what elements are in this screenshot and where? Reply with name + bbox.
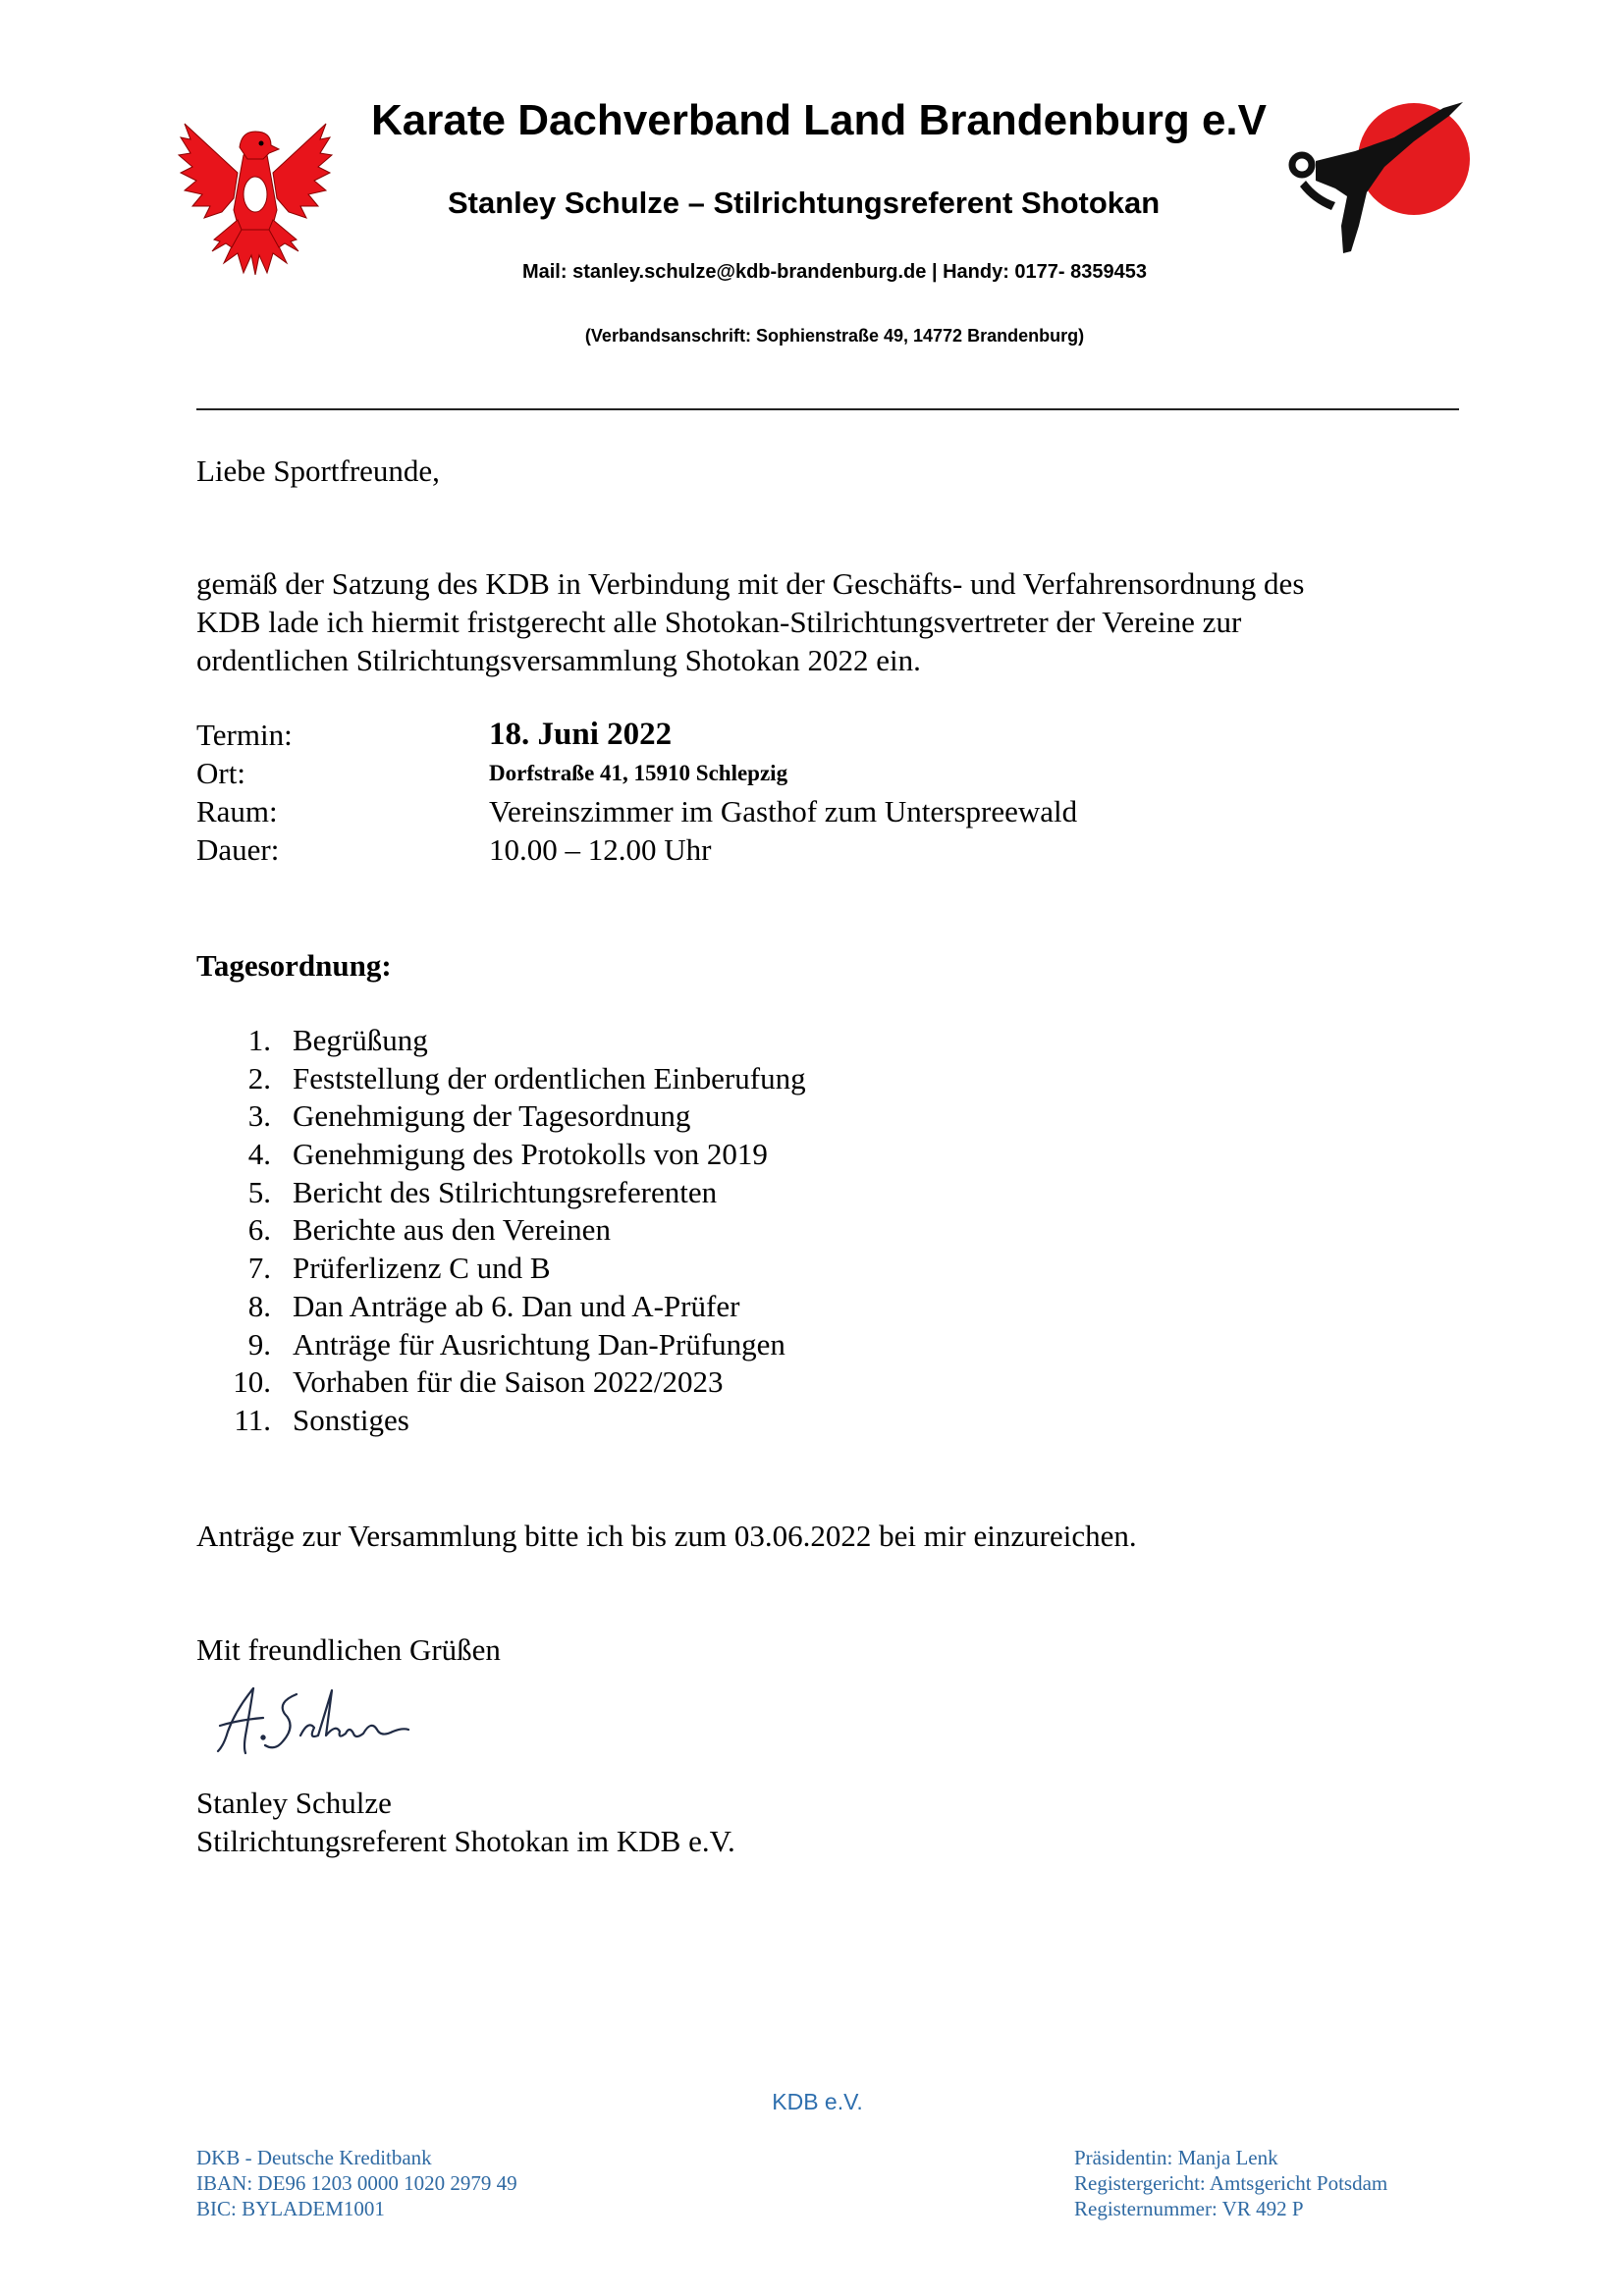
association-address: (Verbandsanschrift: Sophienstraße 49, 14772 Brandenburg) xyxy=(584,326,1085,346)
termin-label: Termin: xyxy=(196,718,293,752)
agenda-text: Begrüßung xyxy=(293,1023,428,1057)
agenda-text: Genehmigung des Protokolls von 2019 xyxy=(293,1137,768,1172)
detail-ort xyxy=(196,754,1473,792)
intro-paragraph xyxy=(196,564,1304,679)
footer-organization: KDB e.V. xyxy=(772,2089,863,2114)
register-number: Registernummer: VR 492 P xyxy=(1074,2197,1304,2220)
agenda-heading: Tagesordnung: xyxy=(196,948,392,983)
agenda-text: Sonstiges xyxy=(293,1402,409,1437)
agenda-number: 1. xyxy=(247,1023,271,1057)
karate-red-sun-icon xyxy=(1276,98,1492,265)
handwritten-signature xyxy=(206,1681,422,1759)
bank-iban: IBAN: DE96 1203 0000 1020 2979 49 xyxy=(196,2171,517,2195)
agenda-number: 6. xyxy=(247,1212,271,1248)
closing-greeting: Mit freundlichen Grüßen xyxy=(196,1632,501,1667)
detail-termin xyxy=(196,716,1473,754)
intro-line: gemäß der Satzung des KDB in Verbindung mit der Geschäfts- und Verfahrensordnung des xyxy=(196,566,1305,601)
agenda-number: 9. xyxy=(247,1326,271,1362)
intro-line: KDB lade ich hiermit fristgerecht alle Shotokan-Stilrichtungsvertreter der Vereine zur xyxy=(196,605,1242,639)
dauer-label: Dauer: xyxy=(196,832,280,867)
salutation: Liebe Sportfreunde, xyxy=(196,454,440,488)
bank-name: DKB - Deutsche Kreditbank xyxy=(196,2146,432,2169)
contact-line: Mail: stanley.schulze@kdb-brandenburg.de | Handy: 0177- 8359453 xyxy=(521,261,1148,283)
agenda-text: Dan Anträge ab 6. Dan und A-Prüfer xyxy=(293,1288,740,1323)
agenda-text: Vorhaben für die Saison 2022/2023 xyxy=(293,1364,724,1400)
signer-name: Stanley Schulze xyxy=(196,1786,392,1820)
footer-registry-details xyxy=(1074,2145,1387,2221)
agenda-text: Genehmigung der Tagesordnung xyxy=(293,1098,691,1134)
register-court: Registergericht: Amtsgericht Potsdam xyxy=(1074,2171,1388,2195)
agenda-text: Berichte aus den Vereinen xyxy=(293,1212,611,1248)
intro-line: ordentlichen Stilrichtungsversammlung Shotokan 2022 ein. xyxy=(196,643,921,677)
agenda-text: Prüferlizenz C und B xyxy=(293,1251,551,1286)
detail-raum xyxy=(196,792,1473,830)
agenda-text: Bericht des Stilrichtungsreferenten xyxy=(293,1174,718,1209)
brandenburg-eagle-icon xyxy=(177,116,334,275)
agenda-text: Feststellung der ordentlichen Einberufung xyxy=(293,1060,806,1095)
agenda-number: 3. xyxy=(247,1098,271,1134)
raum-label: Raum: xyxy=(196,794,278,828)
agenda-number: 10. xyxy=(233,1364,271,1400)
footer-bank-details xyxy=(196,2145,517,2221)
agenda-number: 8. xyxy=(247,1288,271,1323)
agenda-number: 5. xyxy=(247,1174,271,1209)
ort-label: Ort: xyxy=(196,756,245,790)
raum-value: Vereinszimmer im Gasthof zum Unterspreewald xyxy=(489,794,1078,828)
president: Präsidentin: Manja Lenk xyxy=(1074,2146,1278,2169)
termin-value: 18. Juni 2022 xyxy=(489,717,673,752)
organization-title: Karate Dachverband Land Brandenburg e.V xyxy=(371,96,1267,144)
ort-value: Dorfstraße 41, 15910 Schlepzig xyxy=(489,761,788,785)
agenda-number: 2. xyxy=(247,1060,271,1095)
agenda-number: 4. xyxy=(247,1137,271,1172)
bank-bic: BIC: BYLADEM1001 xyxy=(196,2197,385,2220)
agenda-number: 7. xyxy=(247,1251,271,1286)
dauer-value: 10.00 – 12.00 Uhr xyxy=(489,832,712,867)
submission-deadline: Anträge zur Versammlung bitte ich bis zum 03.06.2022 bei mir einzureichen. xyxy=(196,1519,1137,1553)
detail-dauer xyxy=(196,830,1473,869)
agenda-text: Anträge für Ausrichtung Dan-Prüfungen xyxy=(293,1326,785,1362)
agenda-number: 11. xyxy=(234,1402,271,1437)
header-divider xyxy=(196,408,1459,410)
signer-role: Stilrichtungsreferent Shotokan im KDB e.V. xyxy=(196,1824,735,1858)
letterhead-subtitle: Stanley Schulze – Stilrichtungsreferent Shotokan xyxy=(448,186,1161,220)
